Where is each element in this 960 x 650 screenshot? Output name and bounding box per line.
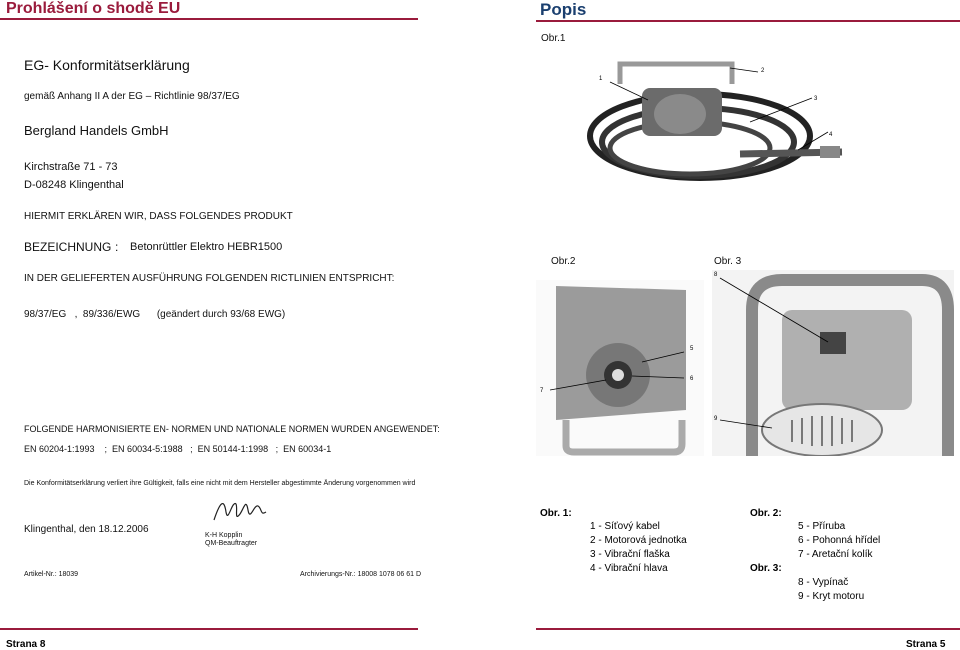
validity-note: Die Konformitätserklärung verliert ihre Gültigkeit, falls eine nicht mit dem Hersteller abgestimmte Änderung vorgenommen wird [24,480,416,487]
figure-2-label: Obr.2 [551,256,576,267]
designation-value: Betonrüttler Elektro HEBR1500 [130,241,283,253]
company-city: D-08248 Klingenthal [24,179,124,191]
right-footer-rule [536,628,960,630]
signature-image [210,494,270,530]
directives-list: 98/37/EG , 89/336/EWG (geändert durch 93/68 EWG) [24,309,286,320]
left-header-rule [0,18,418,20]
legend-item: 6 - Pohonná hřídel [798,535,881,546]
declaration-statement: HIERMIT ERKLÄREN WIR, DASS FOLGENDES PRODUKT [24,211,293,222]
directive-line: gemäß Anhang II A der EG – Richtlinie 98/37/EG [24,91,240,102]
conformity-statement: IN DER GELIEFERTEN AUSFÜHRUNG FOLGENDEN RICTLINIEN ENTSPRICHT: [24,273,395,284]
figure-3-label: Obr. 3 [714,256,742,267]
signer-name: K-H Kopplin [205,532,243,539]
callout-1: 1 [599,76,603,82]
callout-3: 3 [814,96,818,102]
declaration-title: EG- Konformitätserklärung [24,57,190,73]
legend-obr3-heading: Obr. 3: [750,563,782,574]
standards-list: EN 60204-1:1993 ; EN 60034-5:1988 ; EN 50144-1:1998 ; EN 60034-1 [24,444,332,454]
figure-2-photo [536,280,704,456]
figure-1-label: Obr.1 [541,33,566,44]
legend-item: 3 - Vibrační flaška [590,549,670,560]
callout-2: 2 [761,68,765,74]
legend-item: 5 - Příruba [798,521,846,532]
legend-item: 1 - Síťový kabel [590,521,660,532]
figure-1-photo [580,58,855,194]
designation-separator: : [115,240,119,254]
legend-item: 4 - Vibrační hlava [590,563,668,574]
archive-number: Archivierungs-Nr.: 18008 1078 06 61 D [300,571,422,578]
left-footer-rule [0,628,418,630]
designation-label: BEZEICHNUNG [24,240,112,254]
callout-6: 6 [690,376,694,382]
callout-4: 4 [829,132,833,138]
callout-8: 8 [714,272,718,278]
left-page-number: Strana 8 [6,639,46,650]
standards-title: FOLGENDE HARMONISIERTE EN- NORMEN UND NATIONALE NORMEN WURDEN ANGEWENDET: [24,424,440,434]
legend-item: 9 - Kryt motoru [798,591,865,602]
legend-item: 8 - Vypínač [798,577,849,588]
left-page-title: Prohlášení o shodě EU [6,0,181,17]
right-header-rule [536,20,960,22]
legend-obr1-heading: Obr. 1: [540,508,572,519]
right-page-number: Strana 5 [906,639,946,650]
company-name: Bergland Handels GmbH [24,123,169,138]
callout-9: 9 [714,416,718,422]
legend-item: 2 - Motorová jednotka [590,535,687,546]
callout-5: 5 [690,346,694,352]
legend-item: 7 - Aretační kolík [798,549,873,560]
signer-role: QM-Beauftragter [205,540,258,547]
right-page-title: Popis [540,0,587,19]
place-date: Klingenthal, den 18.12.2006 [24,524,149,535]
figure-3-photo [712,270,954,456]
legend-obr2-heading: Obr. 2: [750,508,782,519]
callout-7: 7 [540,388,544,394]
article-number: Artikel-Nr.: 18039 [24,571,79,578]
company-street: Kirchstraße 71 - 73 [24,161,118,173]
